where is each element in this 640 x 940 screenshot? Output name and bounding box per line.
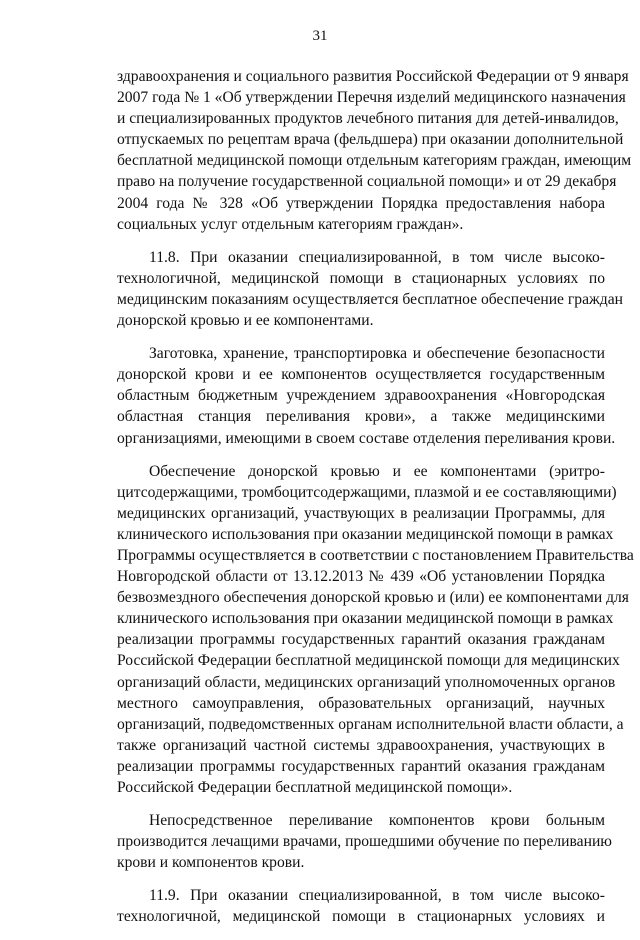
document-body <box>117 66 634 940</box>
paragraph-blood-supply <box>117 461 634 799</box>
text-line: социальных услуг отдельным категориям граждан». <box>117 215 464 233</box>
paragraph-blood-storage <box>117 343 616 448</box>
text-line: медицинским показаниям осуществляется бесплатное обеспечение граждан <box>117 290 623 308</box>
text-line: донорской кровью и ее компонентами. <box>117 312 374 330</box>
text-line: технологичной, медицинской помощи в стационарных условиях и <box>117 908 605 926</box>
text-line: цитсодержащими, тромбоцитсодержащими, плазмой и ее составляющими) <box>117 483 617 501</box>
paragraph-transfusion <box>117 810 612 873</box>
paragraph-11-8 <box>117 247 623 331</box>
text-line: областным бюджетным учреждением здравоохранения «Новгородская <box>117 387 605 405</box>
paragraph-continuation <box>117 66 632 235</box>
text-line: организациями, имеющими в своем составе отделения переливания крови. <box>117 429 616 447</box>
text-line: и специализированных продуктов лечебного питания для детей-инвалидов, <box>117 110 619 128</box>
text-line: Программы осуществляется в соответствии с постановлением Правительства <box>117 546 634 564</box>
text-line: производится лечащими врачами, прошедшими обучение по переливанию <box>117 833 612 851</box>
paragraph-11-9 <box>117 885 605 927</box>
text-line: здравоохранения и социального развития Российской Федерации от 9 января <box>117 68 629 85</box>
page-number: 31 <box>312 28 328 44</box>
text-line: 2007 года № 1 «Об утверждении Перечня изделий медицинского назначения <box>117 89 626 107</box>
text-line: 2004 года № 328 «Об утверждении Порядка предоставления набора <box>117 194 605 212</box>
text-line: медицинских организаций, участвующих в реализации Программы, для <box>117 504 605 522</box>
text-line: реализации программы государственных гарантий оказания гражданам <box>117 757 605 775</box>
text-line: также организаций частной системы здравоохранения, участвующих в <box>117 736 605 754</box>
text-line: Непосредственное переливание компонентов крови больным <box>149 812 605 830</box>
text-line: областная станция переливания крови», а также медицинскими <box>117 408 605 426</box>
text-line: Российской Федерации бесплатной медицинской помощи для медицинских <box>117 652 620 670</box>
text-line: крови и компонентов крови. <box>117 854 305 872</box>
text-line: технологичной, медицинской помощи в стационарных условиях по <box>117 269 605 287</box>
text-line: клинического использования при оказании медицинской помощи в рамках <box>117 525 614 543</box>
text-line: Российской Федерации бесплатной медицинской помощи». <box>117 779 513 796</box>
text-line: местного самоуправления, образовательных организаций, научных <box>117 694 605 712</box>
text-line: организаций области, медицинских организаций уполномоченных органов <box>117 673 616 691</box>
text-line: реализации программы государственных гарантий оказания гражданам <box>117 631 605 649</box>
text-line: безвозмездного обеспечения донорской кровью и (или) ее компонентами для <box>117 589 629 607</box>
text-line: отпускаемых по рецептам врача (фельдшера) при оказании дополнительной <box>117 131 624 149</box>
text-line: бесплатной медицинской помощи отдельным категориям граждан, имеющим <box>117 152 632 170</box>
text-line: организаций, подведомственных органам исполнительной власти области, а <box>117 715 624 733</box>
text-line: 11.8. При оказании специализированной, в том числе высоко- <box>149 248 605 266</box>
text-line: Новгородской области от 13.12.2013 № 439 «Об установлении Порядка <box>117 568 605 586</box>
text-line: донорской крови и ее компонентов осуществляется государственным <box>117 366 605 384</box>
text-line: право на получение государственной социальной помощи» и от 29 декабря <box>117 173 617 191</box>
text-line: Обеспечение донорской кровью и ее компонентами (эритро- <box>149 462 605 480</box>
text-line: 11.9. При оказании специализированной, в том числе высоко- <box>149 887 605 905</box>
text-line: Заготовка, хранение, транспортировка и обеспечение безопасности <box>149 345 605 363</box>
text-line: клинического использования при оказании медицинской помощи в рамках <box>117 610 614 628</box>
